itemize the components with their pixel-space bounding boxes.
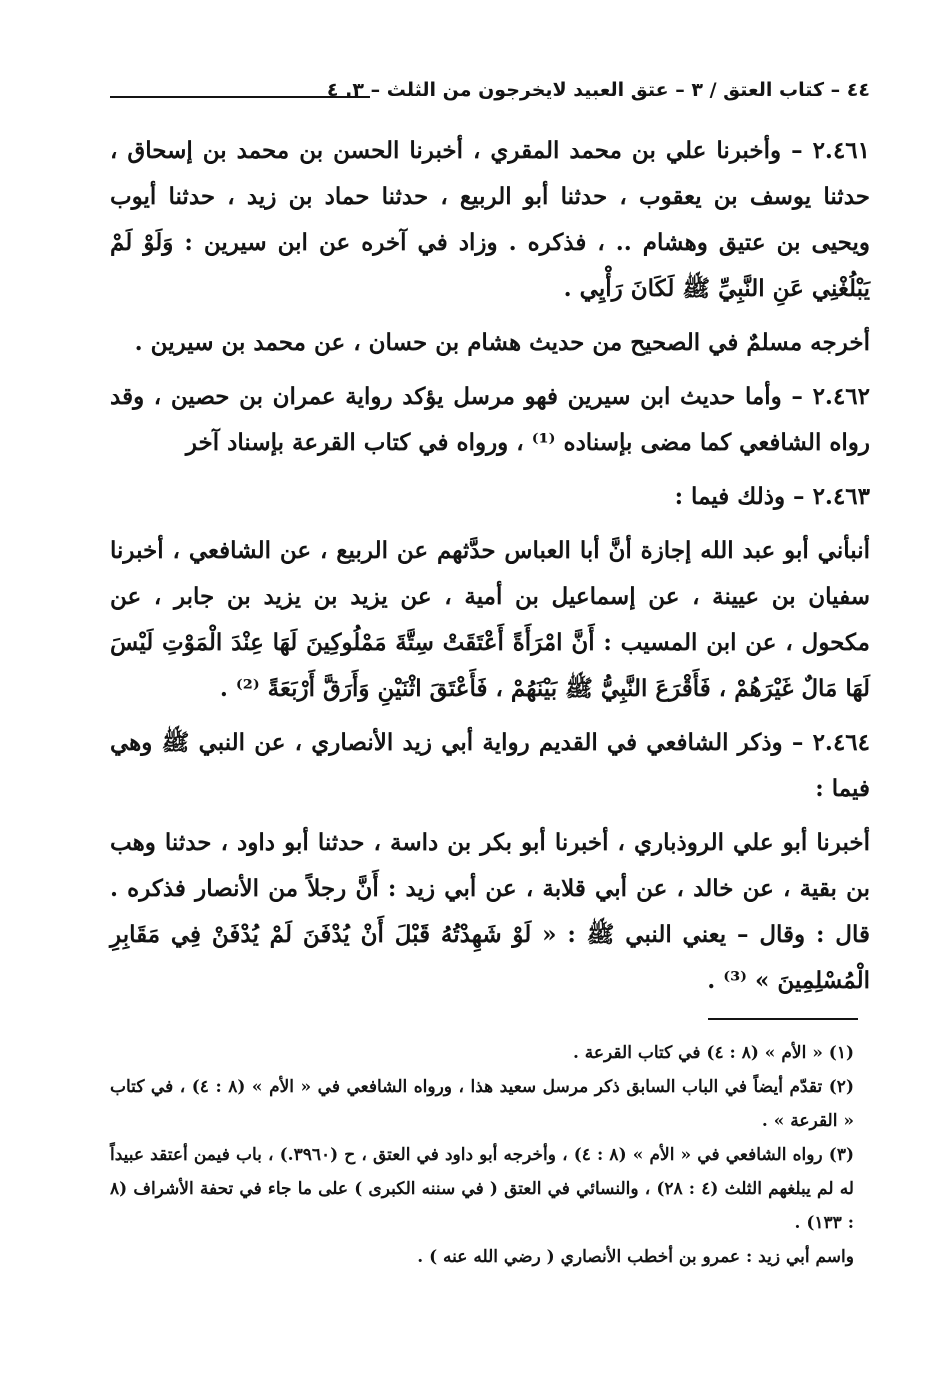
paragraph-text: أخرجه مسلمٌ في الصحيح من حديث هشام بن حسان ، عن محمد بن سيرين . bbox=[134, 329, 870, 356]
paragraph-number: ٢.٤٦٤ bbox=[812, 729, 870, 756]
paragraph-2462 bbox=[110, 374, 870, 466]
header-rule bbox=[110, 96, 370, 98]
paragraph-text: – وذلك فيما : bbox=[674, 483, 805, 510]
paragraph-2461 bbox=[110, 128, 870, 312]
paragraph-2464-body bbox=[110, 820, 870, 1004]
paragraph-text: – وأخبرنا علي بن محمد المقري ، أخبرنا الحسن بن محمد بن إسحاق ، حدثنا يوسف بن يعقوب ، حدثنا أبو الربيع ، حدثنا حماد بن زيد ، حدثنا أيوب ويحيى بن عتيق وهشام .. ، فذكره . وزاد في آخره عن ابن سيرين : وَلَوْ لَمْ يَبْلُغْنِي عَنِ النَّبِيِّ ﷺ لَكَانَ رَأْيِي . bbox=[110, 137, 870, 302]
footnote-3: (٣) رواه الشافعي في « الأم » (٨ : ٤) ، وأخرجه أبو داود في العتق ، ح (٣٩٦٠.) ، باب فيمن أعتقد عبيداً له لم يبلغهم الثلث (٤ : ٢٨) ، والنسائي في العتق ( في سننه الكبرى ) على ما جاء في تحفة الأشراف (٨ : ١٣٣) . bbox=[110, 1145, 854, 1233]
running-header bbox=[110, 72, 870, 108]
header-title: ٤٤ – كتاب العتق / ٣ – عتق العبيد لايخرجون من الثلث – ٣. ٤ bbox=[326, 79, 870, 101]
footnote-1: (١) « الأم » (٨ : ٤) في كتاب القرعة . bbox=[572, 1043, 854, 1063]
paragraph-text: أخبرنا أبو علي الروذباري ، أخبرنا أبو بكر بن داسة ، حدثنا أبو داود ، حدثنا وهب بن بقية ، عن خالد ، عن أبي قلابة ، عن أبي زيد : أَنَّ رجلاً من الأنصار فذكره . قال : وقال – يعني النبي ﷺ : « لَوْ شَهِدْتُهُ قَبْلَ أَنْ يُدْفَنَ لَمْ يُدْفَنْ فِي مَقَابِرِ الْمُسْلِمِينَ » ⁽³⁾ . bbox=[110, 829, 870, 994]
paragraph-number: ٢.٤٦٣ bbox=[812, 483, 870, 510]
paragraph-number: ٢.٤٦٢ bbox=[812, 383, 870, 410]
paragraph-text: – وأما حديث ابن سيرين فهو مرسل يؤكد رواية عمران بن حصين ، وقد رواه الشافعي كما مضى بإسناده ⁽¹⁾ ، ورواه في كتاب القرعة بإسناد آخر bbox=[110, 383, 870, 456]
paragraph-takhrij bbox=[110, 320, 870, 366]
paragraph-2464 bbox=[110, 720, 870, 812]
footnote-separator bbox=[708, 1018, 858, 1020]
main-text bbox=[110, 128, 870, 1012]
paragraph-2463 bbox=[110, 474, 870, 520]
footnote-2: (٢) تقدّم أيضاً في الباب السابق ذكر مرسل سعيد هذا ، ورواه الشافعي في « الأم » (٨ : ٤) ، في كتاب « القرعة » . bbox=[110, 1077, 854, 1131]
paragraph-text: – وذكر الشافعي في القديم رواية أبي زيد الأنصاري ، عن النبي ﷺ وهي فيما : bbox=[110, 729, 870, 802]
footnotes bbox=[110, 1036, 854, 1274]
paragraph-number: ٢.٤٦١ bbox=[812, 137, 870, 164]
paragraph-text: أنبأني أبو عبد الله إجازة أنَّ أبا العباس حدَّثهم عن الربيع ، عن الشافعي ، أخبرنا سفيان بن عيينة ، عن إسماعيل بن أمية ، عن يزيد بن يزيد بن جابر ، عن مكحول ، عن ابن المسيب : أَنَّ امْرَأَةً أَعْتَقَتْ سِتَّةَ مَمْلُوكِينَ لَهَا عِنْدَ الْمَوْتِ لَيْسَ لَهَا مَالٌ غَيْرَهُمْ ، فَأَقْرَعَ النَّبِيُّ ﷺ بَيْنَهُمْ ، فَأَعْتَقَ اثْنَيْنِ وَأَرَقَّ أَرْبَعَةً ⁽²⁾ . bbox=[110, 537, 870, 702]
footnote-3-continued: واسم أبي زيد : عمرو بن أخطب الأنصاري ( رضي الله عنه ) . bbox=[417, 1247, 854, 1267]
paragraph-2463-body bbox=[110, 528, 870, 712]
